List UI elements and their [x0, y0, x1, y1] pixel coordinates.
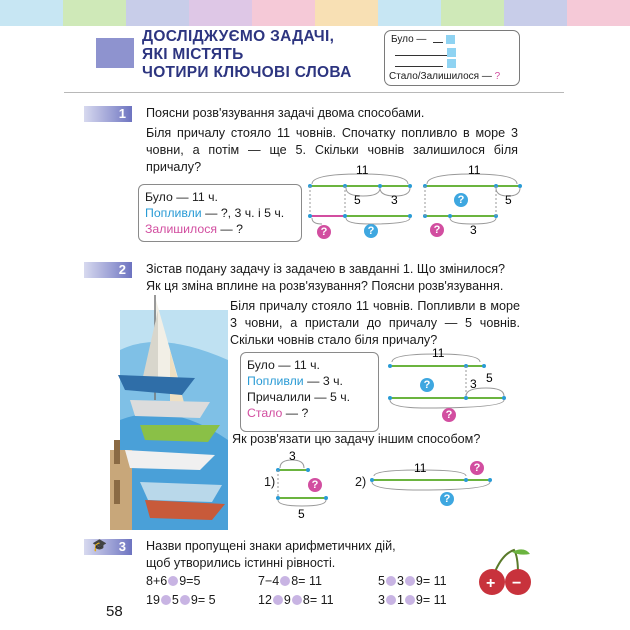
boats-illustration — [100, 290, 228, 530]
d1-total: 11 — [356, 163, 369, 177]
equation: 3 1 9= 11 — [378, 593, 447, 607]
d2-part-a: 3 — [470, 223, 477, 237]
opt2-top: 11 — [414, 462, 427, 475]
legend-square — [446, 35, 455, 44]
task1-text: Біля причалу стояло 11 човнів. Спочатку попливло в море 3 човни, а потім — ще 5. Скільки човнів залишилося біля причалу? — [146, 126, 518, 174]
question-mark: ? — [364, 224, 378, 238]
page-number: 58 — [106, 603, 123, 620]
task1-condition: Було — 11 ч. Попливли — ?, 3 ч. і 5 ч. Залишилося — ? — [138, 184, 302, 242]
legend-was: Було — — [391, 34, 427, 45]
d2-total: 11 — [468, 163, 481, 177]
task1-diagrams — [300, 160, 530, 250]
task1-diagram-1 — [308, 163, 412, 224]
plus-sign: + — [486, 575, 496, 592]
minus-sign: − — [512, 575, 522, 592]
task3-instruction: Назви пропущені знаки арифметичних дій, щоб утворились істинні рівності. — [146, 539, 396, 570]
option1-diagram — [276, 448, 336, 520]
task2-question2: Як розв'язати цю задачу іншим способом? — [232, 432, 481, 446]
opt1-bottom: 5 — [298, 507, 305, 520]
cherries-icon — [474, 546, 538, 598]
task2-condition: Було — 11 ч. Попливли — 3 ч. Причалили — 5 ч. Стало — ? — [240, 352, 379, 432]
t2-part-b: 5 — [486, 371, 493, 385]
task-number-tab: 3 — [84, 539, 132, 555]
task1-instruction: Поясни розв'язування задачі двома способами. — [146, 106, 425, 120]
graduation-cap-icon: 🎓 — [92, 538, 107, 552]
opt1-top: 3 — [289, 449, 296, 463]
task2-text: Біля причалу стояло 11 човнів. Попливли в море 3 човни, а пристали до причалу — 5 човнів. Скільки човнів стало біля причалу? — [230, 299, 520, 347]
t2-part-a: 3 — [470, 377, 477, 391]
task2-instruction: Зістав подану задачу із задачею в завданні 1. Що змінилося? Як ця зміна вплине на розв'язування? Поясни розв'язування. — [146, 262, 506, 293]
t2-total: 11 — [432, 348, 445, 360]
task-number-tab: 2 — [84, 262, 132, 278]
page-title: ДОСЛІДЖУЄМО ЗАДАЧІ, ЯКІ МІСТЯТЬ ЧОТИРИ КЛЮЧОВІ СЛОВА — [142, 28, 352, 81]
header-separator — [64, 92, 564, 93]
option1-label: 1) — [264, 475, 276, 489]
legend-square — [447, 48, 456, 57]
equation: 8+6 9=5 — [146, 574, 201, 588]
question-mark: ? — [442, 408, 456, 422]
equation: 19 5 9= 5 — [146, 593, 216, 607]
legend-square — [447, 59, 456, 68]
d2-part-b: 5 — [505, 193, 512, 207]
keywords-legend — [384, 30, 520, 86]
top-color-bar — [0, 0, 630, 26]
task-number-tab: 1 — [84, 106, 132, 122]
option2-label: 2) — [355, 475, 367, 489]
question-mark: ? — [454, 193, 468, 207]
question-mark: ? — [440, 492, 454, 506]
equation: 5 3 9= 11 — [378, 574, 447, 588]
equation: 7−4 8= 11 — [258, 574, 322, 588]
question-mark: ? — [317, 225, 331, 239]
question-mark: ? — [470, 461, 484, 475]
d1-part-b: 3 — [391, 193, 398, 207]
question-mark: ? — [420, 378, 434, 392]
title-marker — [96, 38, 134, 68]
legend-became: Стало/Залишилося — ? — [389, 71, 501, 82]
question-mark: ? — [308, 478, 322, 492]
d1-part-a: 5 — [354, 193, 361, 207]
equation: 12 9 8= 11 — [258, 593, 334, 607]
question-mark: ? — [430, 223, 444, 237]
